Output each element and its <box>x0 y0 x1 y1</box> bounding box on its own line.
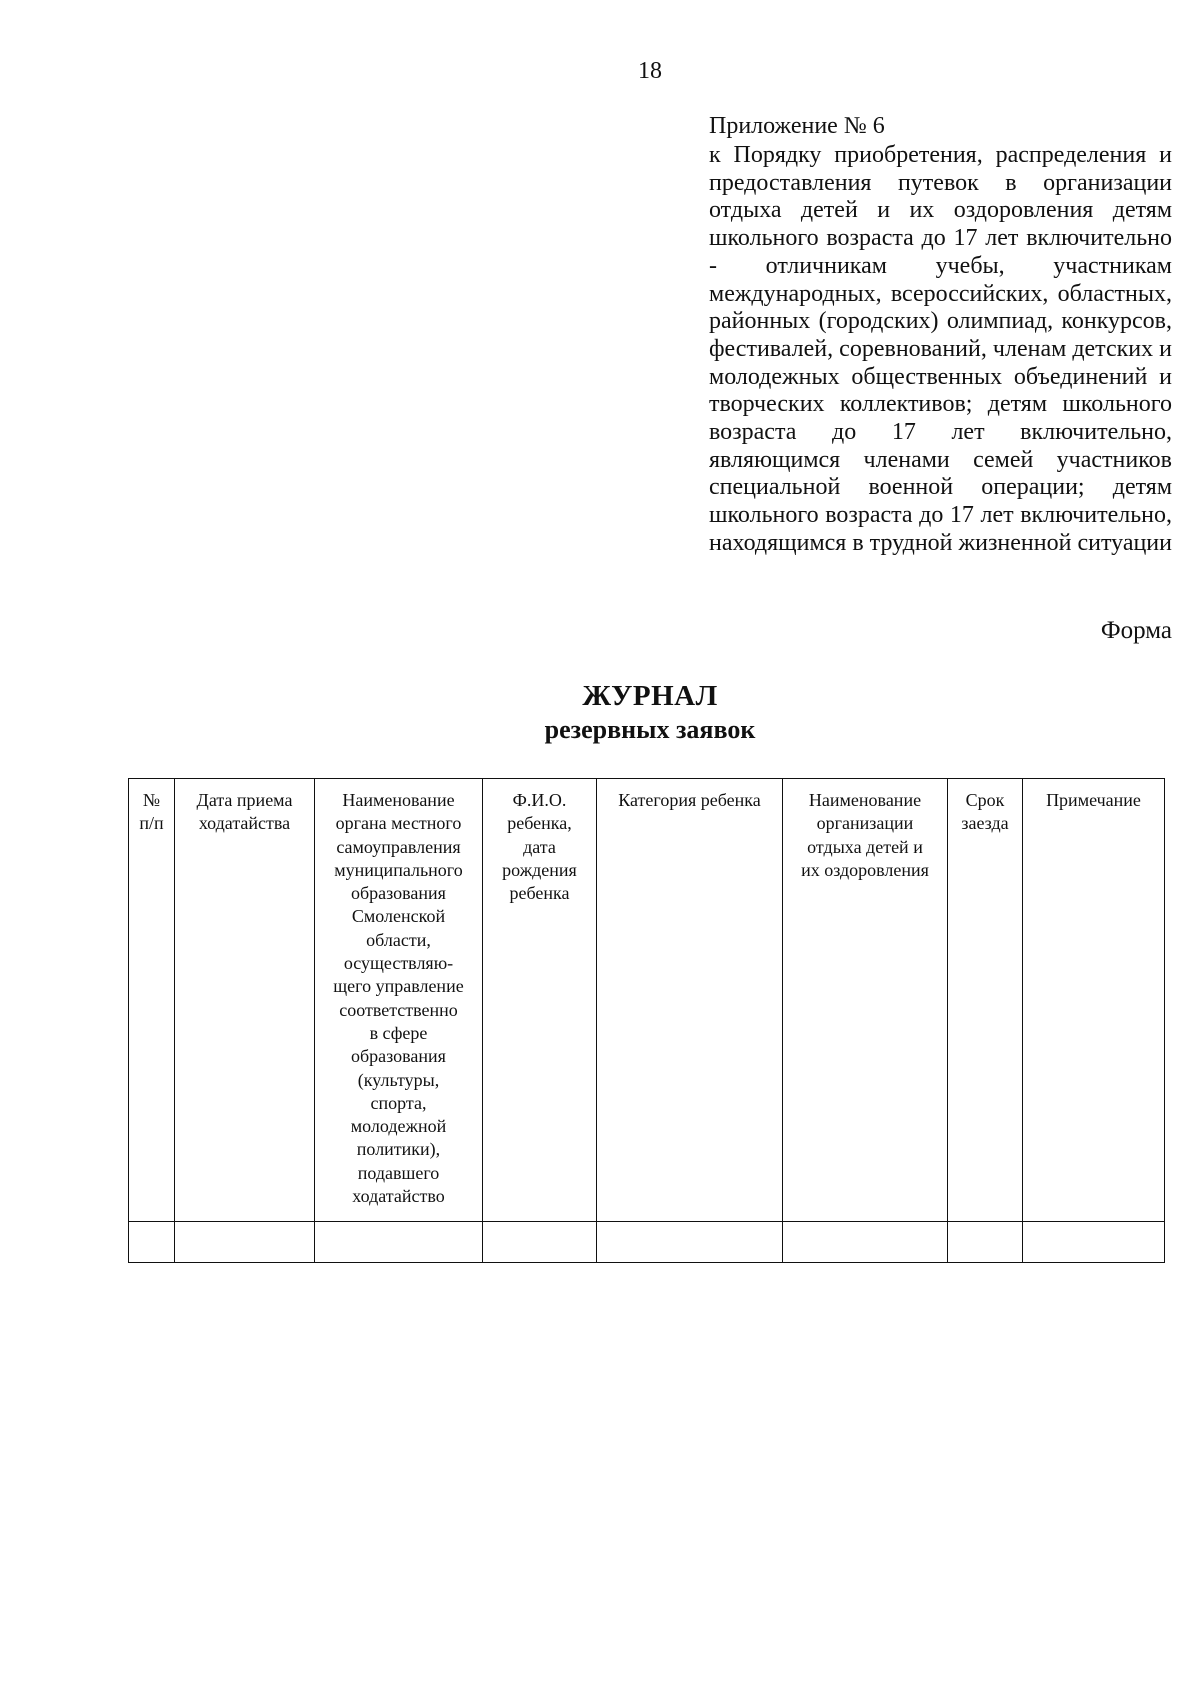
column-header-organization <box>783 779 948 1222</box>
column-header-arrival-period <box>948 779 1023 1222</box>
table-cell[interactable] <box>1023 1222 1165 1263</box>
column-header-child-name <box>483 779 597 1222</box>
column-header-label: Примечание <box>1046 790 1141 810</box>
column-header-request-date <box>175 779 315 1222</box>
appendix-body: к Порядку приобретения, распределения и предоставления путевок в организации отдыха детей и их оздоровления детям школьного возраста до 17 лет включительно - отличникам учебы, участникам международных, всероссийских, областных, районных (городских) олимпиад, конкурсов, фестивалей, соревнований, членам детских и молодежных общественных объединений и творческих коллективов; детям школьного возраста до 17 лет включительно, являющимся членами семей участников специальной военной операции; детям школьного возраста до 17 лет включительно, находящимся в трудной жизненной ситуации <box>709 142 1172 556</box>
column-header-note <box>1023 779 1165 1222</box>
form-label: Форма <box>1100 617 1172 644</box>
reserve-requests-table <box>128 778 1165 1263</box>
table-cell[interactable] <box>315 1222 483 1263</box>
column-header-number <box>129 779 175 1222</box>
table-row <box>129 1222 1165 1263</box>
journal-title: ЖУРНАЛ <box>582 680 718 712</box>
table-cell[interactable] <box>175 1222 315 1263</box>
table-cell[interactable] <box>597 1222 783 1263</box>
table-cell[interactable] <box>129 1222 175 1263</box>
column-header-label: Наименование органа местного самоуправления муниципального образования Смоленской области, осуществляю- щего управление соответственно в сфере образования (культуры, спорта, молодежной политики), подавшего ходатайство <box>333 790 464 1207</box>
column-header-label: Ф.И.О. ребенка, дата рождения ребенка <box>502 790 577 904</box>
table-header-row <box>129 779 1165 1222</box>
column-header-label: Дата приема ходатайства <box>196 790 293 834</box>
column-header-label: Наименование организации отдыха детей и их оздоровления <box>801 790 929 880</box>
table-cell[interactable] <box>483 1222 597 1263</box>
column-header-child-category <box>597 779 783 1222</box>
column-header-label: № п/п <box>139 790 164 834</box>
column-header-label: Категория ребенка <box>618 790 761 810</box>
table-cell[interactable] <box>783 1222 948 1263</box>
journal-subtitle: резервных заявок <box>544 715 756 744</box>
column-header-label: Срок заезда <box>961 790 1009 834</box>
column-header-authority <box>315 779 483 1222</box>
page-number: 18 <box>638 58 662 84</box>
appendix-title: Приложение № 6 <box>709 113 885 139</box>
table-cell[interactable] <box>948 1222 1023 1263</box>
